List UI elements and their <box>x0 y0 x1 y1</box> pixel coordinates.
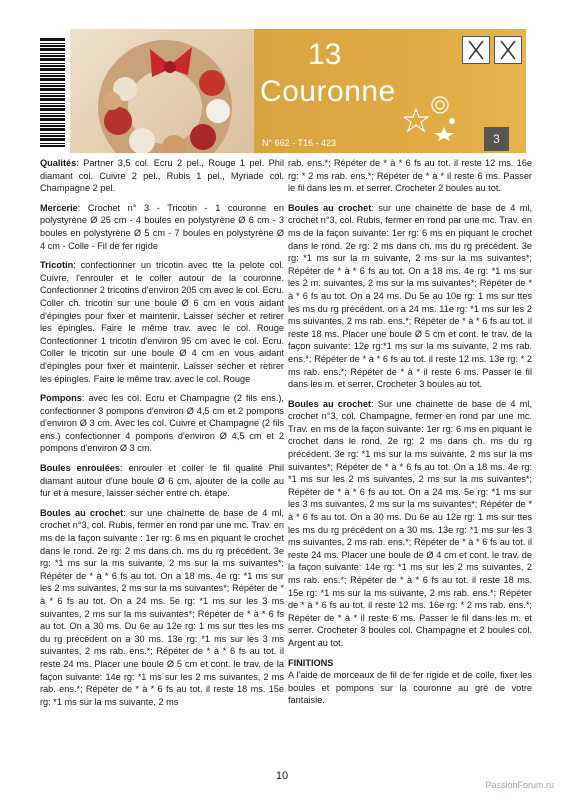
paragraph-text: : Crochet n° 3 - Tricotin - 1 couronne en polystyrène Ø 25 cm - 4 boules en polystyrène Ø 6 cm - 3 boules en polystyrène Ø 5 cm - 7 boules en polystyrène Ø 4 cm - Colle - Fil de fer rigide <box>40 202 284 251</box>
paragraph <box>40 392 284 455</box>
paragraph <box>40 259 284 385</box>
paragraph-heading: Pompons <box>40 393 82 404</box>
page-title: Couronne <box>260 75 396 108</box>
wreath-photo <box>70 29 254 153</box>
paragraph <box>288 157 532 195</box>
paragraph <box>40 157 284 195</box>
paragraph <box>288 202 532 391</box>
paragraph-heading: FINITIONS <box>288 657 334 668</box>
paragraph-text: : confectionner un tricotin avec tte la pelote col. Cuivre, l'enrouler et le coller autour de la couronne. Confectionner 2 tricotins d'environ 205 cm avec le col. Ecru. Coller ch. tricotin sur une boule Ø 6 cm en vous aidant d'épingles pour fixer et maintenir. Laisser sécher et retirer les épingles. Faire le même trav. avec le col. Rouge Confectionner 1 tricotin d'environ 95 cm avec le col. Ecru. Coller le tricotin sur une boule Ø 4 cm en vous aidant d'épingles pour fixer et maintenir. Laisser sécher et retirer les épingles. Faire le même trav. avec le col. Rouge <box>40 260 284 384</box>
paragraph-text: A l'aide de morceaux de fil de fer rigide et de colle, fixer les boules et pompons sur la couronne au gré de votre fantaisie. <box>288 670 532 706</box>
paragraph-text: : Sur une chainette de base de 4 ml, crochet n°3, col. Champagne, fermer en rond par une mc. Trav. en ms de la façon suivante: 1er rg: 6 ms en piquant le crochet dans le rond. 2e rg: 2 ms dans ch. ms du rg précédent. 3e rg: *1 ms sur la ms suivante, 2 ms sur la ms suivantes*; Répéter de * à * 6 fs au tot. On a 18 ms. 4e rg: *1 ms sur les 2 ms suivantes, 2 ms sur la ms suivantes*; Répéter de * à * 6 fs au tot. On a 24 ms. 5e rg: *1 ms sur les 3 ms suivantes, 2 ms sur la ms suivantes*; Répéter de * à * 6 fs au tot. On a 30 ms. Du 6e au 12e rg: 1 ms sur ttes les ms du rg précédent on a 30 ms. 13e rg: *1 ms sur les 3 ms suivantes, 2 ms rab. ens.*; Répéter de * à * 6 fs au tot. il reste 24 ms. Placer une boule de Ø 4 cm et cont. le trav. de la façon suivante: 14e rg: *1 ms sur les 2 ms suivantes, 2 ms rab. ens.*; Répéter de * à * 6 fs au tot. il reste 18 ms. 15e rg: *1 ms sur la ms suivante, 2 ms rab. ens.*; Répéter de * à * 6 fs au tot. il reste 12 ms. 16e rg: * 2 ms rab. ens.*; Répéter de * à * il reste 6 ms. Passer le fil dans les m. et serrer. Crocheter 3 boules col. Champagne et 2 boules col. Argent au tot. <box>288 398 532 648</box>
pattern-number: 13 <box>308 38 342 71</box>
paragraph-heading: Qualités <box>40 158 77 168</box>
watermark: PassionForum.ru <box>485 780 554 790</box>
paragraph-text: : Partner 3,5 col. Ecru 2 pel., Rouge 1 pel. Phil diamant col. Cuivre 2 pel., Rubis 1 pel., Myriade col. Champagne 2 pel. <box>40 158 284 194</box>
star-decoration-icon <box>404 91 464 141</box>
text-column-right <box>288 157 532 714</box>
paragraph-text: : avec les col. Ecru et Champagne (2 fils ens.), confectionner 3 pompons d'environ Ø 4,5 cm et 2 pompons d'environ Ø 3 cm. Avec les col. Cuivre et Champagne (2 fils ens.) confectionner 4 pompons d'environ Ø 4,5 cm et 2 pompons d'environ Ø 3 cm. <box>40 393 284 454</box>
paragraph-text: rab. ens.*; Répéter de * à * 6 fs au tot. il reste 12 ms. 16e rg: * 2 ms rab. ens.*; Répéter de * à * il reste 6 ms. Passer le fil dans les m. et serrer. Crocheter 2 boules au tot. <box>288 158 532 194</box>
difficulty-badge: 3 <box>484 127 509 151</box>
paragraph-heading: Boules au crochet <box>40 507 124 518</box>
paragraph <box>40 507 284 709</box>
page-number: 10 <box>275 770 289 782</box>
text-column-left <box>40 157 284 715</box>
knitting-needles-icon <box>462 36 490 64</box>
reference-code: N° 662 - T16 - 423 <box>262 138 336 148</box>
paragraph-heading: Boules au crochet <box>288 202 372 213</box>
crochet-hook-icon <box>494 36 522 64</box>
paragraph-heading: Boules enroulées <box>40 463 121 474</box>
paragraph-text: : sur une chainette de base de 4 ml, crochet n°3, col. Rubis, fermer en rond par une mc. Trav. en ms de la façon suivante: 1er rg: 6 ms en piquant le crochet dans le rond. 2e rg: 2 ms dans ch. ms du rg précédent. 3e rg: *1 ms sur la m suivante, 2 ms sur la ms suivantes*; Répéter de * à * 6 fs au tot. On a 18 ms. 4e rg: *1 ms sur les 2 m. suivantes, 2 ms sur la ms suivantes*; Répéter de * à * 6 fs au tot. On a 24 ms. Du 5e au 10e rg: 1 ms sur ttes les ms du rg précédent. on a 24 ms. 11e rg: *1 ms sur les 2 ms suivantes, 2 ms rab. ens.*; Répéter de * à * 6 fs au tot. il reste 18 ms. Placer une boule Ø 5 cm et cont. le trav. de la façon suivante: 12e rg:*1 ms sur la ms suivante, 2 ms rab. ens.*; Répéter de * à * 6 fs au tot. il reste 12 ms. 13e rg: * 2 ms rab. ens.*; Répéter de * à * il reste 6 ms. Passer le fil dans les m. et serrer. Crocheter 3 boules au tot. <box>288 202 532 390</box>
barcode <box>40 37 65 147</box>
paragraph-text: : enrouler et coller le fil qualité Phil diamant autour d'une boule Ø 6 cm, ajouter de la colle au fur et à mesure, laisser sécher entre ch. étape. <box>40 463 284 499</box>
paragraph-text: : sur une chaînette de base de 4 ml, crochet n°3, col. Rubis, fermer en rond par une mc. Trav. en ms de la façon suivante : 1er rg: 6 ms en piquant le crochet dans le rond. 2e rg: 2 ms dans ch. ms du rg précédent. 3e rg: *1 ms sur la ms suivante, 2 ms sur la ms suivantes*; Répéter de * à * 6 fs au tot. On a 18 ms. 4e rg: *1 ms sur les 2 ms suivantes, 2 ms sur la ms suivantes*; Répéter de * à * 6 fs au tot. On a 24 ms. 5e rg: *1 ms sur les 3 ms suivantes, 2 ms sur la ms suivantes*; Répéter de * à * 6 fs au tot. On a 30 ms. Du 6e au 12e rg: 1 ms sur ttes les ms du rg précédent on a 30 ms. 13e rg: *1 ms sur les 3 ms suivantes, 2 ms rab. ens.*; Répéter de * à * 6 fs au tot. il reste 24 ms. Placer une boule Ø 5 cm et cont. le trav. de la façon suivante: 14e rg: *1 ms sur les 2 ms suivantes, 2 ms rab. ens.*; Répéter de * à * 6 fs au tot. il reste 18 ms. 15e rg: *1 ms sur la ms suivante, 2 ms <box>40 507 284 707</box>
paragraph-heading: Boules au crochet <box>288 398 371 409</box>
paragraph <box>288 657 532 707</box>
paragraph <box>40 462 284 500</box>
paragraph <box>40 202 284 252</box>
paragraph-heading: Tricotin <box>40 260 74 271</box>
paragraph <box>288 398 532 650</box>
wreath-image <box>70 29 254 153</box>
paragraph-heading: Mercerie <box>40 202 78 213</box>
